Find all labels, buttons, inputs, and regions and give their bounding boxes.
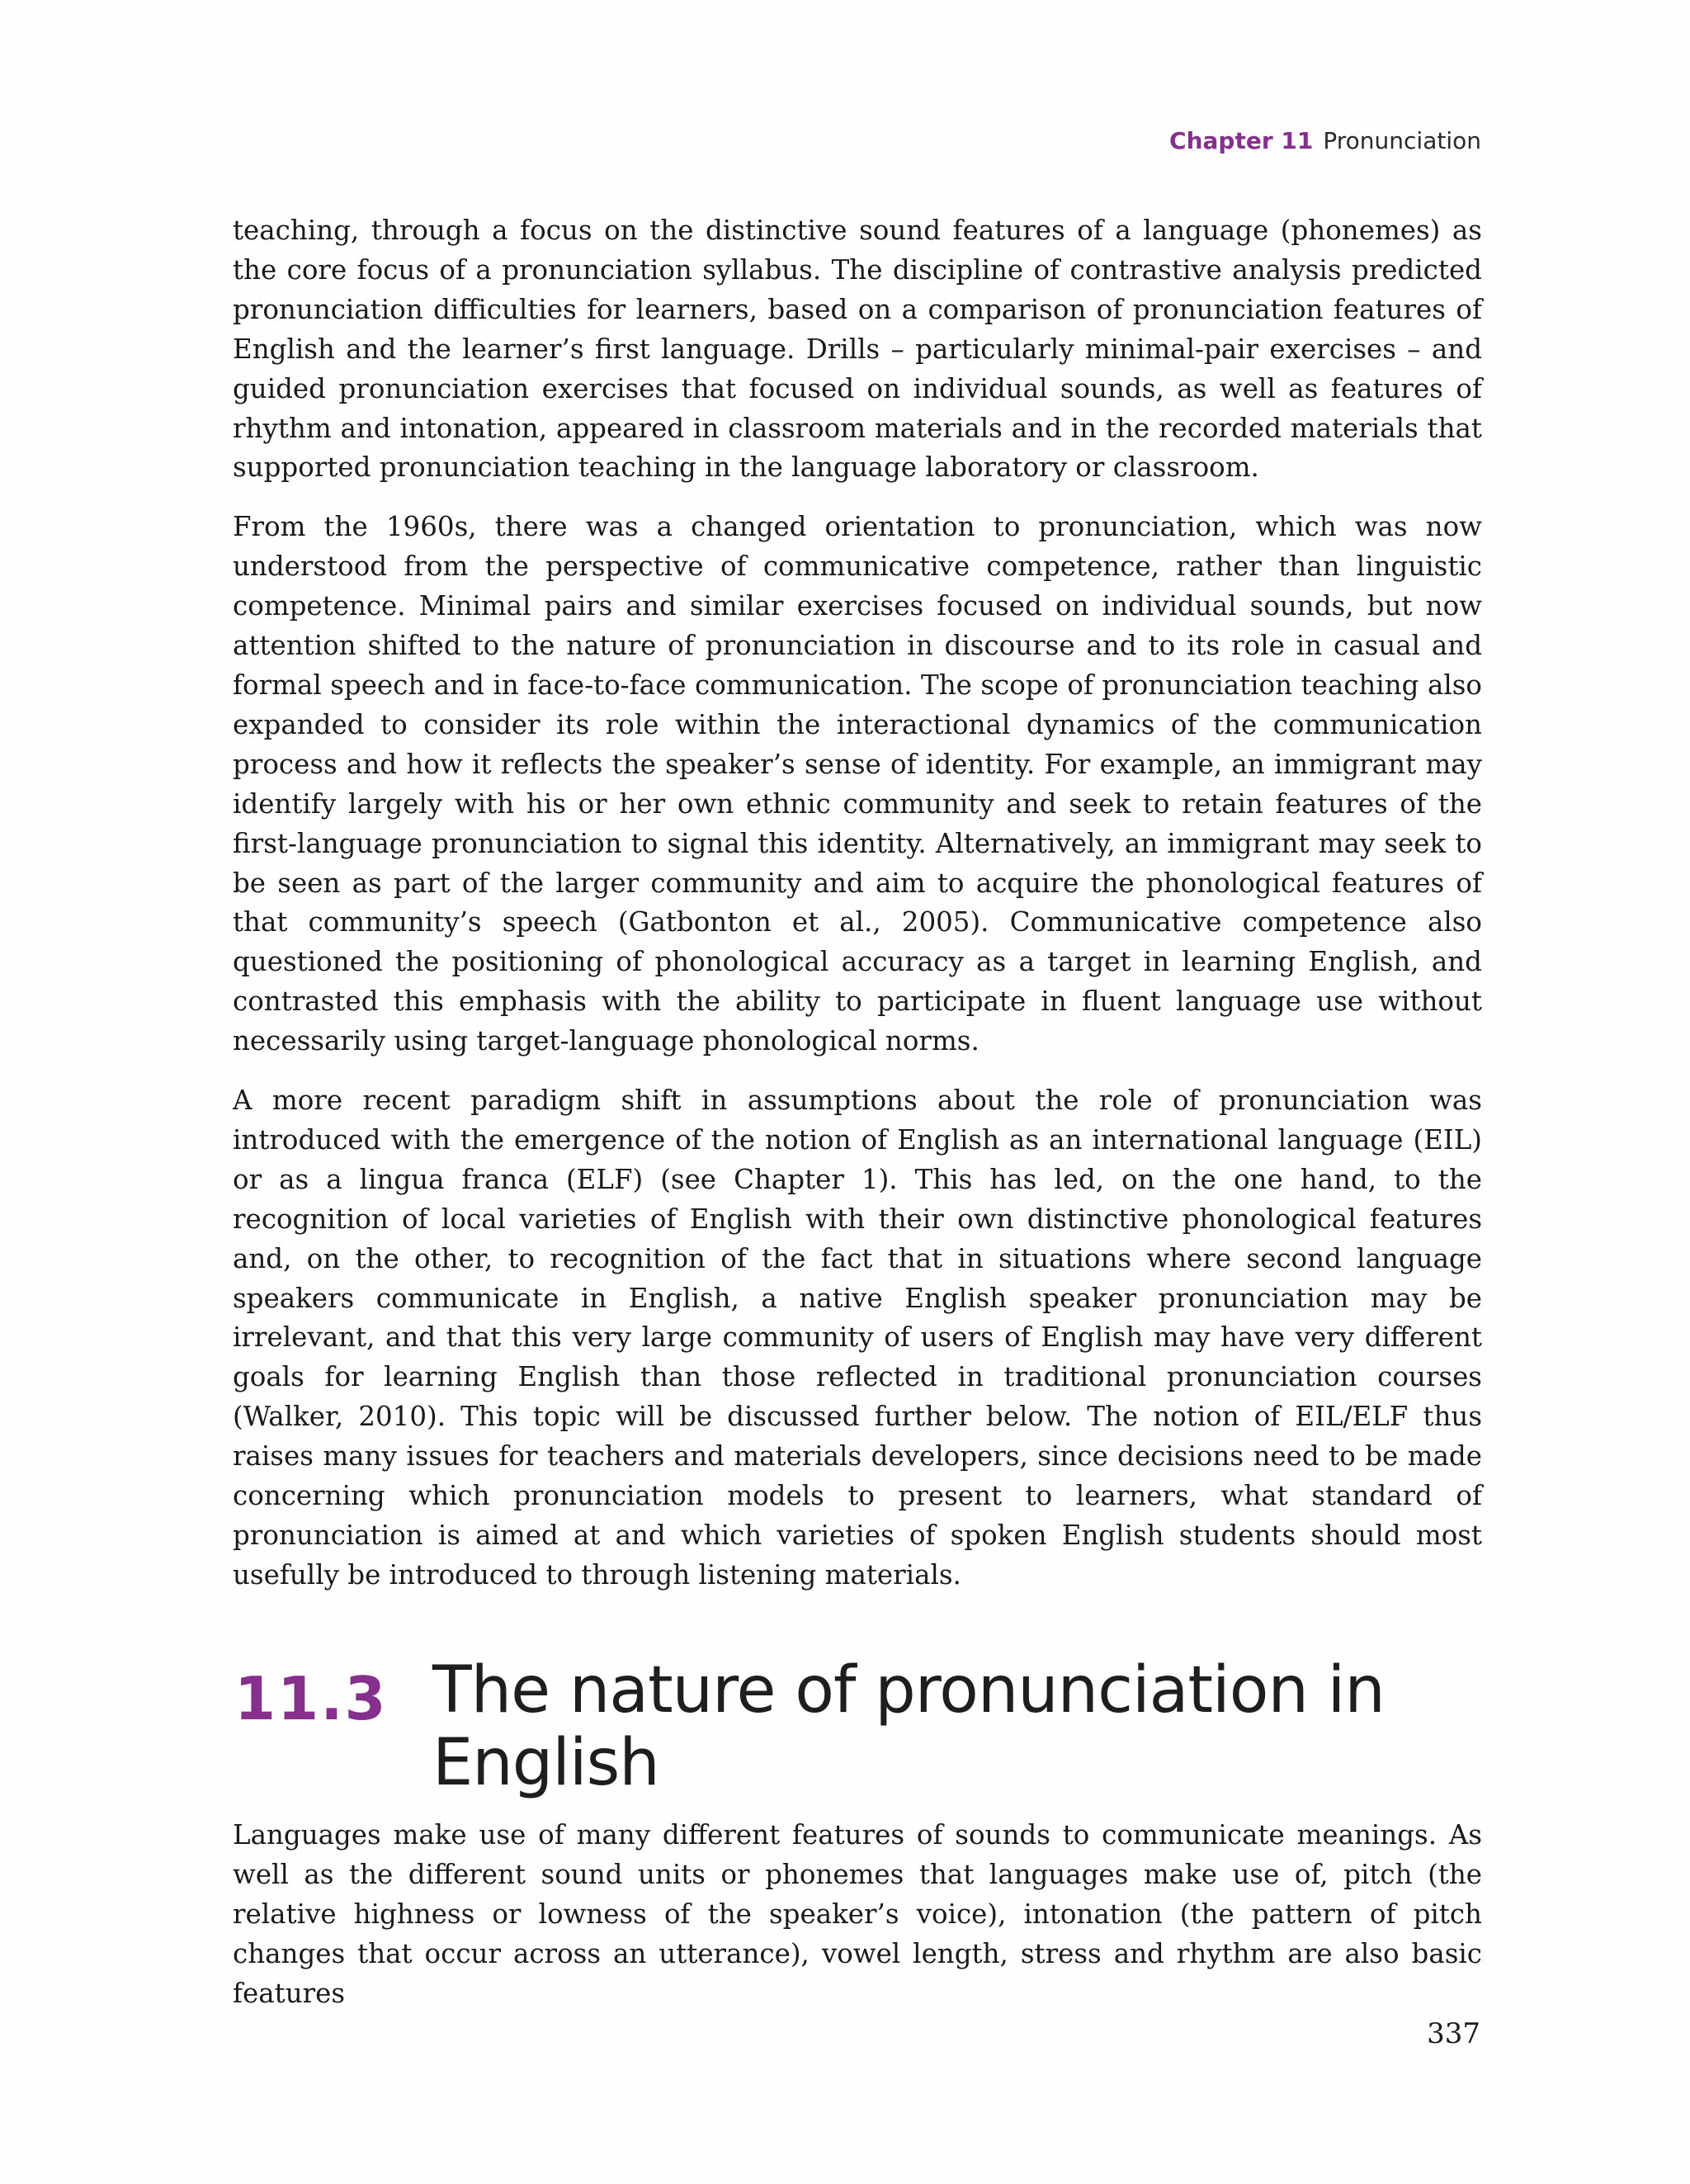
paragraph: A more recent paradigm shift in assumptions about the role of pronunciation was introduced with the emergence of the notion of English as an international language (EIL) or as a lingua franca (ELF) (see Chapter 1). This has led, on the one hand, to the recognition of local varieties of English with their own distinctive phonological features and, on the other, to recognition of the fact that in situations where second language speakers communicate in English, a native English speaker pronunciation may be irrelevant, and that this very large community of users of English may have very different goals for learning English than those reflected in traditional pronunciation courses (Walker, 2010). This topic will be discussed further below. The notion of EIL/ELF thus raises many issues for teachers and materials developers, since decisions need to be made concerning which pronunciation models to present to learners, what standard of pronunciation is aimed at and which varieties of spoken English students should most usefully be introduced to through listening materials. — [233, 1085, 1482, 1591]
paragraph: From the 1960s, there was a changed orientation to pronunciation, which was now understood from the perspective of communicative competence, rather than linguistic competence. Minimal pairs and similar exercises focused on individual sounds, but now attention shifted to the nature of pronunciation in discourse and to its role in casual and formal speech and in face-to-face communication. The scope of pronunciation teaching also expanded to consider its role within the interactional dynamics of the communication process and how it reflects the speaker’s sense of identity. For example, an immigrant may identify largely with his or her own ethnic community and seek to retain features of the first-language pronunciation to signal this identity. Alternatively, an immigrant may seek to be seen as part of the larger community and aim to acquire the phonological features of that community’s speech (Gatbonton et al., 2005). Communicative competence also questioned the positioning of phonological accuracy as a target in learning English, and contrasted this emphasis with the ability to participate in fluent language use without necessarily using target-language phonological norms. — [233, 511, 1482, 1057]
section-body-text — [233, 1816, 1482, 2034]
chapter-label: Chapter 11 — [1169, 127, 1314, 154]
page-number: 337 — [1427, 2017, 1480, 2050]
paragraph: teaching, through a focus on the distinctive sound features of a language (phonemes) as the core focus of a pronunciation syllabus. The discipline of contrastive analysis predicted pronunciation difficulties for learners, based on a comparison of pronunciation features of English and the learner’s first language. Drills – particularly minimal-pair exercises – and guided pronunciation exercises that focused on individual sounds, as well as features of rhythm and intonation, appeared in classroom materials and in the recorded materials that supported pronunciation teaching in the language laboratory or classroom. — [233, 215, 1482, 484]
body-text-block — [233, 211, 1482, 1615]
chapter-title: Pronunciation — [1323, 127, 1481, 154]
running-head — [1169, 127, 1481, 154]
section-title: The nature of pronunciation in English — [432, 1653, 1385, 1800]
paragraph: Languages make use of many different features of sounds to communicate meanings. As well as the different sound units or phonemes that languages make use of, pitch (the relative highness or lowness of the speaker’s voice), intonation (the pattern of pitch changes that occur across an utterance), vowel length, stress and rhythm are also basic features — [233, 1819, 1482, 2009]
section-number: 11.3 — [234, 1664, 388, 1733]
